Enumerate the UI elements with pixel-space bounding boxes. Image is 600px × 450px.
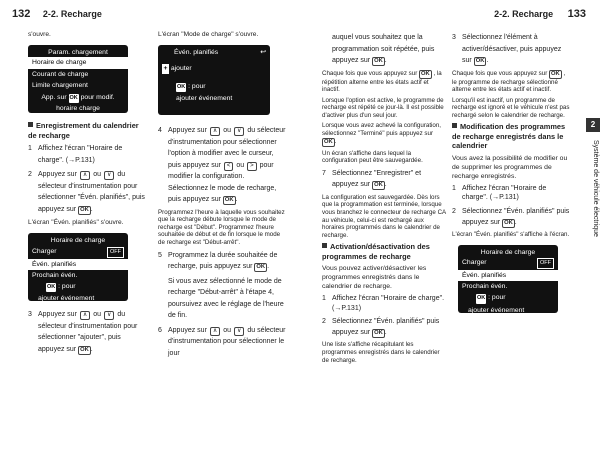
step-text: Appuyez sur <box>38 171 77 179</box>
screen-title: Horaire de charge <box>50 237 106 245</box>
step-text: Sélectionnez "Évén. planifiés" puis appuyez sur <box>462 207 570 226</box>
step-number: 4 <box>158 127 162 135</box>
header-right <box>494 8 586 20</box>
ok-icon: OK <box>80 206 89 213</box>
note-text: La configuration est sauvegardée. Dès lors que la programmation est terminée, lorsque vous branchez le connecteur de recharge CA au véhicule, celui-ci est rechargé aux horaires programmés dans le calendrier de recharge. <box>322 193 446 239</box>
plus-icon: + <box>163 65 168 73</box>
body-text: Vous pouvez activer/désactiver les programmes enregistrés dans le calendrier de recharge. <box>322 265 427 291</box>
screen-item: Limite chargement <box>32 81 88 89</box>
period: . <box>90 345 93 353</box>
section-left: 2-2. Recharge <box>42 9 102 19</box>
period: . <box>267 263 270 271</box>
ok-icon: OK <box>324 138 333 145</box>
note-text: Programmez l'heure à laquelle vous souhaitez que la recharge débute lorsque le mode de recharge est "Début". Programmez l'heure souhaitée de début et de fin lorsque le mode de recharge est "Début-arrêt". <box>158 208 285 247</box>
screen-param-chargement <box>28 45 128 113</box>
screen-footer: pour modif. <box>80 94 115 102</box>
intro-text: s'ouvre. <box>28 31 51 38</box>
section-right: 2-2. Recharge <box>494 9 554 19</box>
period: . <box>334 137 337 145</box>
step-text: Sélectionnez "Enregistrer" et appuyez sur <box>332 169 422 189</box>
step-text: Affichez l'écran "Horaire de charge". (→P.131) <box>462 184 547 202</box>
section-heading: Modification des programmes de recharge enregistrés dans le calendrier <box>452 122 566 151</box>
up-arrow-icon: ∧ <box>80 311 90 320</box>
screen-footer: horaire charge <box>56 105 100 113</box>
period: . <box>90 205 93 213</box>
ok-icon: OK <box>374 58 383 64</box>
screen-item: Prochain évén. <box>32 272 78 280</box>
screen-horaire-de-charge-2 <box>458 245 558 313</box>
screen-item: ajouter <box>170 65 192 73</box>
note-text: Une liste s'affiche récapitulant les programmes enregistrés dans le calendrier de recharge. <box>322 341 440 364</box>
ok-icon: OK <box>69 94 79 103</box>
screen-footer: App. sur <box>41 94 67 102</box>
screen-item: Courant de charge <box>32 70 89 78</box>
ok-icon: OK <box>176 83 186 92</box>
chapter-tab: 2 <box>586 118 600 132</box>
down-arrow-icon: ∨ <box>104 311 114 320</box>
note-text: Lorsque l'option est active, le programme de recharge est répété ce jour-là. Il est possible d'activer plus d'un seul jour. <box>322 96 444 119</box>
screen-footer: ajouter événement <box>38 295 95 303</box>
period: . <box>514 218 517 226</box>
right-arrow-icon: > <box>247 162 257 171</box>
step-number: 2 <box>452 207 456 215</box>
down-arrow-icon: ∨ <box>234 127 244 136</box>
ok-icon: OK <box>374 182 383 189</box>
step-text: du sélecteur d'instrumentation pour sélectionner "ajouter", puis appuyez sur <box>38 311 138 353</box>
step-number: 5 <box>158 251 162 259</box>
page-number-left: 132 <box>12 8 31 20</box>
ok-icon: OK <box>80 346 89 353</box>
step-text: auquel vous souhaitez que la programmation soit répétée, puis appuyez sur <box>332 34 435 64</box>
step-text: Si vous avez sélectionné le mode de recharge "Début-arrêt" à l'étape 4, poursuivez avec le réglage de l'heure de fin. <box>168 277 284 320</box>
screen-footer: ajouter événement <box>468 306 525 314</box>
bullet-square-icon <box>28 122 33 127</box>
screen-footer: : pour <box>58 283 76 291</box>
note-text: Chaque fois que vous appuyez sur <box>322 69 418 77</box>
down-arrow-icon: ∨ <box>234 327 244 336</box>
ok-icon: OK <box>475 58 485 64</box>
step-text: ou <box>93 171 102 179</box>
step-text: Programmez la durée souhaitée de recharge, puis appuyez sur <box>168 251 278 271</box>
step-number: 1 <box>322 295 326 303</box>
screen-item: Prochain évén. <box>462 283 508 291</box>
up-arrow-icon: ∧ <box>210 327 220 336</box>
period: . <box>384 181 387 189</box>
note-text: , la répétition alterne entre les états actif et inactif. <box>322 69 442 94</box>
page-number-right: 133 <box>567 8 586 20</box>
ok-icon: OK <box>551 70 560 77</box>
chapter-side-label: Système de véhicule électrique <box>592 140 599 237</box>
step-number: 3 <box>452 34 456 41</box>
ok-icon: OK <box>46 283 56 292</box>
note-text: , le programme de recharge sélectionné alterne entre les états actif et inactif. <box>452 69 566 94</box>
column-2 <box>158 30 286 362</box>
section-heading: Activation/désactivation des programmes de recharge <box>322 242 430 261</box>
step-text: Appuyez sur <box>38 311 77 319</box>
step-text: ou <box>223 127 232 135</box>
header-left <box>12 8 102 20</box>
down-arrow-icon: ∨ <box>104 171 114 180</box>
step-text: du sélecteur d'instrumentation pour sélectionner le jour <box>168 326 286 357</box>
screen-title: Horaire de charge <box>480 248 536 256</box>
step-number: 3 <box>28 311 32 319</box>
section-heading: Enregistrement du calendrier de recharge <box>28 121 139 140</box>
up-arrow-icon: ∧ <box>80 171 90 180</box>
step-text: Sélectionnez "Évén. planifiés" puis appuyez sur <box>332 318 440 337</box>
screen-item: Évén. planifiés <box>28 259 128 270</box>
screen-item: Horaire de charge <box>28 57 128 68</box>
after-text: L'écran "Évén. planifiés" s'affiche à l'écran. <box>452 230 570 238</box>
step-text: ou <box>93 311 102 319</box>
step-number: 1 <box>28 145 32 153</box>
screen-even-planifies <box>158 45 270 115</box>
screen-item: Évén. planifiés <box>458 270 558 281</box>
column-3 <box>322 30 446 367</box>
screen-horaire-de-charge <box>28 233 128 301</box>
status-badge: OFF <box>107 247 124 258</box>
ok-icon: OK <box>476 294 486 303</box>
bullet-square-icon <box>452 123 457 128</box>
step-text: ou <box>223 326 232 334</box>
step-text: Affichez l'écran "Horaire de charge". (→P.131) <box>332 295 445 312</box>
body-text: Vous avez la possibilité de modifier ou de supprimer les programmes de recharge enregistrés. <box>452 154 568 180</box>
up-arrow-icon: ∧ <box>210 127 220 136</box>
step-number: 1 <box>452 184 456 192</box>
period: . <box>235 196 238 204</box>
step-number: 2 <box>28 171 32 179</box>
note-text: Chaque fois que vous appuyez sur <box>452 69 548 77</box>
ok-icon: OK <box>256 264 266 271</box>
status-badge: OFF <box>537 258 554 269</box>
screen-footer: ajouter événement <box>176 94 233 102</box>
period: . <box>384 57 387 64</box>
screen-footer: : pour <box>188 82 206 90</box>
step-text: Affichez l'écran "Horaire de charge". (→P.131) <box>38 145 123 164</box>
ok-icon: OK <box>421 70 430 77</box>
ok-icon: OK <box>224 197 234 204</box>
period: . <box>486 57 489 64</box>
ok-icon: OK <box>504 219 513 226</box>
intro-text: L'écran "Mode de charge" s'ouvre. <box>158 31 259 38</box>
period: . <box>384 329 387 337</box>
step-text: pour modifier la configuration. Sélectionnez le mode de recharge, puis appuyez sur <box>168 161 277 204</box>
left-arrow-icon: < <box>224 162 234 171</box>
step-number: 6 <box>158 326 162 334</box>
step-text: Appuyez sur <box>168 127 207 135</box>
column-4 <box>452 30 570 313</box>
step-text: Appuyez sur <box>168 326 207 334</box>
back-icon: ↩ <box>260 49 266 57</box>
note-text: Lorsque vous avez achevé la configuration, sélectionnez "Terminé" puis appuyez sur <box>322 122 442 138</box>
step-text: ou <box>236 161 245 169</box>
after-text: L'écran "Évén. planifiés" s'ouvre. <box>28 219 124 227</box>
step-number: 2 <box>322 318 326 326</box>
step-text: du sélecteur d'instrumentation pour sélectionner "Évén. planifiés", puis appuyez sur <box>38 171 145 213</box>
screen-item: Charger <box>32 247 57 255</box>
screen-title: Évén. planifiés <box>174 49 219 57</box>
bullet-square-icon <box>322 243 327 248</box>
note-text: Lorsqu'il est inactif, un programme de recharge est ignoré et le véhicule n'est pas rechargé selon le calendrier de recharge. <box>452 96 570 119</box>
ok-icon: OK <box>374 330 383 337</box>
screen-title: Param. chargement <box>48 49 108 57</box>
column-1 <box>28 30 148 358</box>
note-text: Un écran s'affiche dans lequel la configuration peut être sauvegardée. <box>322 149 423 165</box>
step-number: 7 <box>322 169 326 177</box>
screen-footer: : pour <box>488 294 506 302</box>
step-text: Sélectionnez l'élément à activer/désactiver, puis appuyez sur <box>462 34 562 64</box>
step-text: du sélecteur d'instrumentation pour sélectionner l'option à modifier avec le curseur, puis appuyez sur <box>168 127 286 169</box>
screen-item: Charger <box>462 258 487 266</box>
